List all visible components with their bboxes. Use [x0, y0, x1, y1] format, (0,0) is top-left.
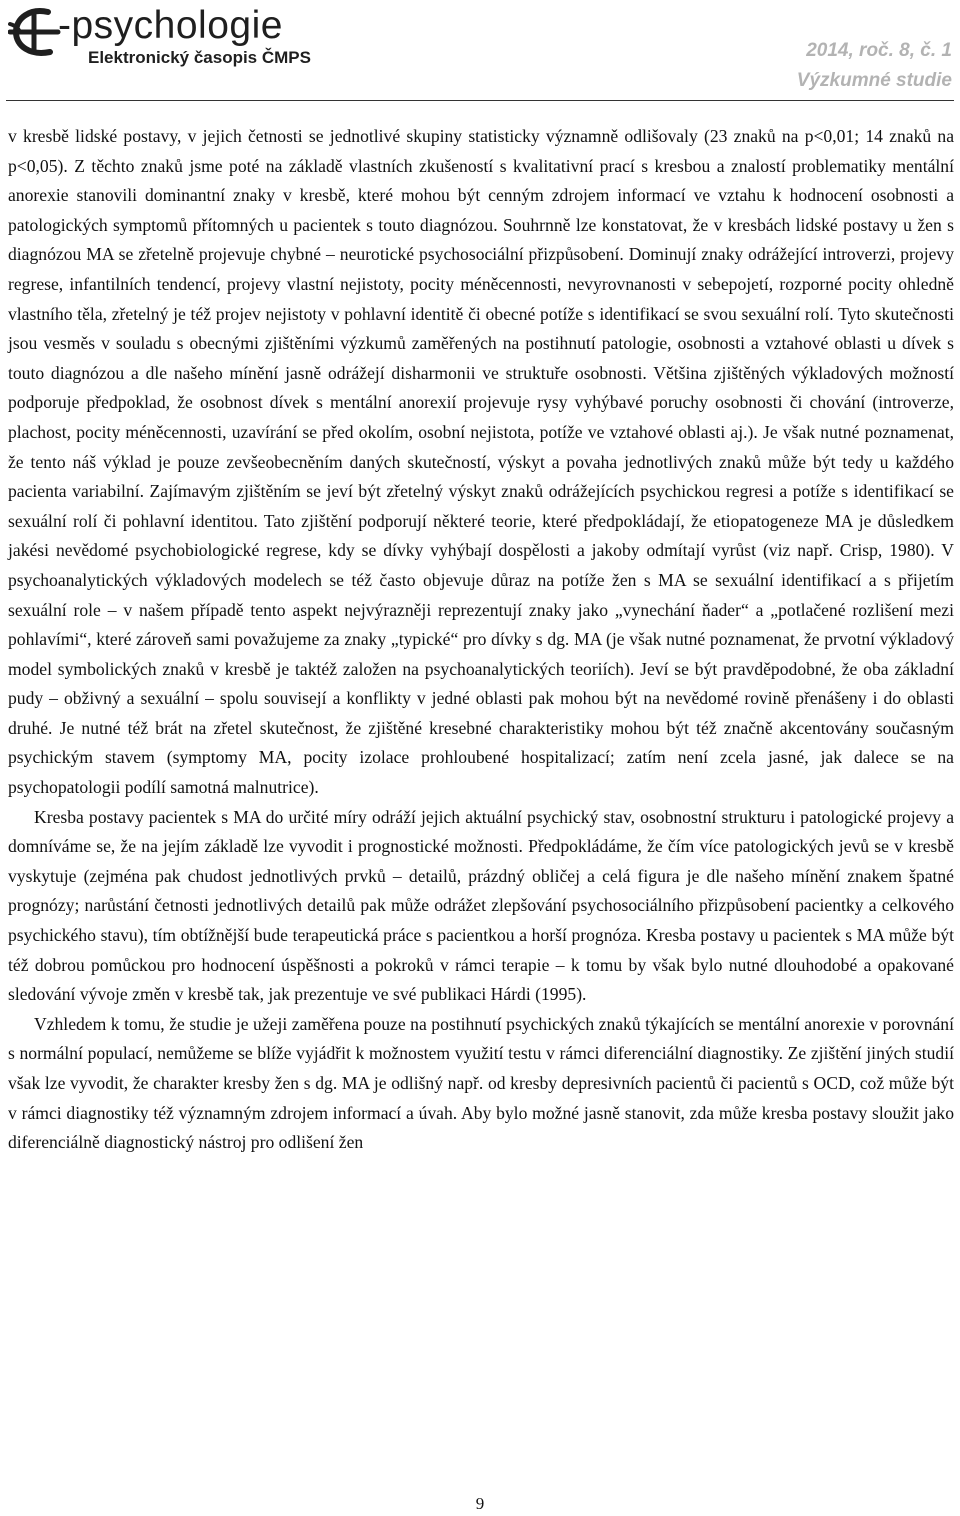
article-body: [8, 122, 954, 1158]
paragraph: Kresba postavy pacientek s MA do určité míry odráží jejich aktuální psychický stav, osobnostní strukturu i patologické projevy a domníváme se, že na jejím základě lze vyvodit i prognostické možnosti. Předpokládáme, že čím více patologických jevů se v kresbě vyskytuje (zejména pak chudost jednotlivých prvků – detailů, prázdný obličej a celá figura je dle našeho mínění znakem špatné prognózy; narůstání četnosti jednotlivých detailů pak může odrážet zlepšování psychosociálního přizpůsobení pacientky a celkového psychického stavu), tím obtížnější bude terapeutická práce s pacientkou a horší prognóza. Kresba postavy u pacientek s MA může být též dobrou pomůckou pro hodnocení úspěšnosti a pokroků v rámci terapie – k tomu by však bylo nutné dlouhodobé a opakované sledování vývoje změn v kresbě tak, jak prezentuje ve své publikaci Hárdi (1995).: [8, 806, 954, 1005]
paragraph: v kresbě lidské postavy, v jejich četnosti se jednotlivé skupiny statisticky významně odlišovaly (23 znaků na p<0,01; 14 znaků na p<0,05). Z těchto znaků jsme poté na základě vlastních zkušeností s kvalitativní prací s kresbou a znalostí problematiky mentální anorexie stanovili dominantní znaky v kresbě, které mohou být cenným zdrojem informací ve vztahu k hodnocení osobnosti a patologických symptomů přítomných u pacientek s touto diagnózou. Souhrnně lze konstatovat, že v kresbách lidské postavy u žen s diagnózou MA se zřetelně projevuje chybné – neurotické psychosociální přizpůsobení. Dominují znaky odrážející introverzi, projevy regrese, infantilních tendencí, projevy vlastní nejistoty, pocity méněcennosti, nevyrovnanosti v sebepojetí, rozporné pocity ohledně vlastního těla, zřetelný je též projev nejistoty v pohlavní identitě či obecné potíže s identifikací se svou sexuální rolí. Tyto skutečnosti jsou vesměs v souladu s obecnými zjištěními výzkumů zaměřených na postihnutí patologie, osobnosti a vztahové oblasti u dívek s touto diagnózou a dle našeho mínění jasně odrážejí disharmonii ve struktuře osobnosti. Většina zjištěných výkladových možností podporuje předpoklad, že osobnost dívek s mentální anorexií projevuje rysy vyhýbavé poruchy osobnosti či chování (introverze, plachost, pocity méněcennosti, uzavírání se před okolím, osobní nejistota, potíže ve vztahové oblasti aj.). Je však nutné poznamenat, že tento náš výklad je pouze zevšeobecněním daných skutečností, výskyt a povaha jednotlivých znaků může být tedy u každého pacienta variabilní. Zajímavým zjištěním se jeví být zřetelný výskyt znaků odrážejících psychickou regresi a potíže s identifikací se sexuální rolí či pohlavní identitou. Tato zjištění podporují některé teorie, které předpokládají, že etiopatogeneze MA je důsledkem jakési nevědomé psychobiologické regrese, kdy se dívky vyhýbají dospělosti a jakoby odmítají vyrůst (viz např. Crisp, 1980). V psychoanalytických výkladových modelech se též často objevuje důraz na potíže žen s MA se sexuální identifikací a s přijetím sexuální role – v našem případě tento aspekt nejvýrazněji reprezentují znaky jako „vynechání ňader“ a „potlačené rozlišení mezi pohlavími“, které zároveň sami považujeme za znaky „typické“ pro dívky s dg. MA (je však nutné poznamenat, že prvotní výkladový model symbolických znaků v kresbě je taktéž založen na psychoanalytických teoriích). Jeví se být pravděpodobné, že oba základní pudy – obživný a sexuální – spolu souvisejí a konflikty v jedné oblasti pak mohou být na nevědomé rovině přenášeny i do oblasti druhé. Je nutné též brát na zřetel skutečnost, že zjištěné kresebné charakteristiky mohou být též značně akcentovány současným psychickým stavem (symptomy MA, pocity izolace prohloubené hospitalizací; zatím není zcela jasné, jak dalece se na psychopatologii podílí samotná malnutrice).: [8, 126, 954, 798]
section-label: Výzkumné studie: [796, 70, 952, 91]
page-number: 9: [475, 1494, 485, 1513]
issue-info: 2014, roč. 8, č. 1: [806, 40, 952, 61]
journal-logo: [8, 6, 368, 66]
header-divider: [6, 100, 954, 101]
paragraph: Vzhledem k tomu, že studie je užeji zaměřena pouze na postihnutí psychických znaků týkajících se mentální anorexie v porovnání s normální populací, nemůžeme se blíže vyjádřit k možnostem využití testu v rámci diferenciální diagnostiky. Ze zjištění jiných studií však lze vyvodit, že charakter kresby žen s dg. MA je odlišný např. od kresby depresivních pacientů či pacientů s OCD, což může být v rámci diagnostiky též významným zdrojem informací a úvah. Aby bylo možné jasně stanovit, zda může kresba postavy sloužit jako diferenciálně diagnostický nástroj pro odlišení žen: [8, 1013, 954, 1153]
page-header: [0, 0, 960, 108]
logo-subtitle: Elektronický časopis ČMPS: [88, 48, 311, 67]
logo-title: -psychologie: [58, 4, 283, 47]
